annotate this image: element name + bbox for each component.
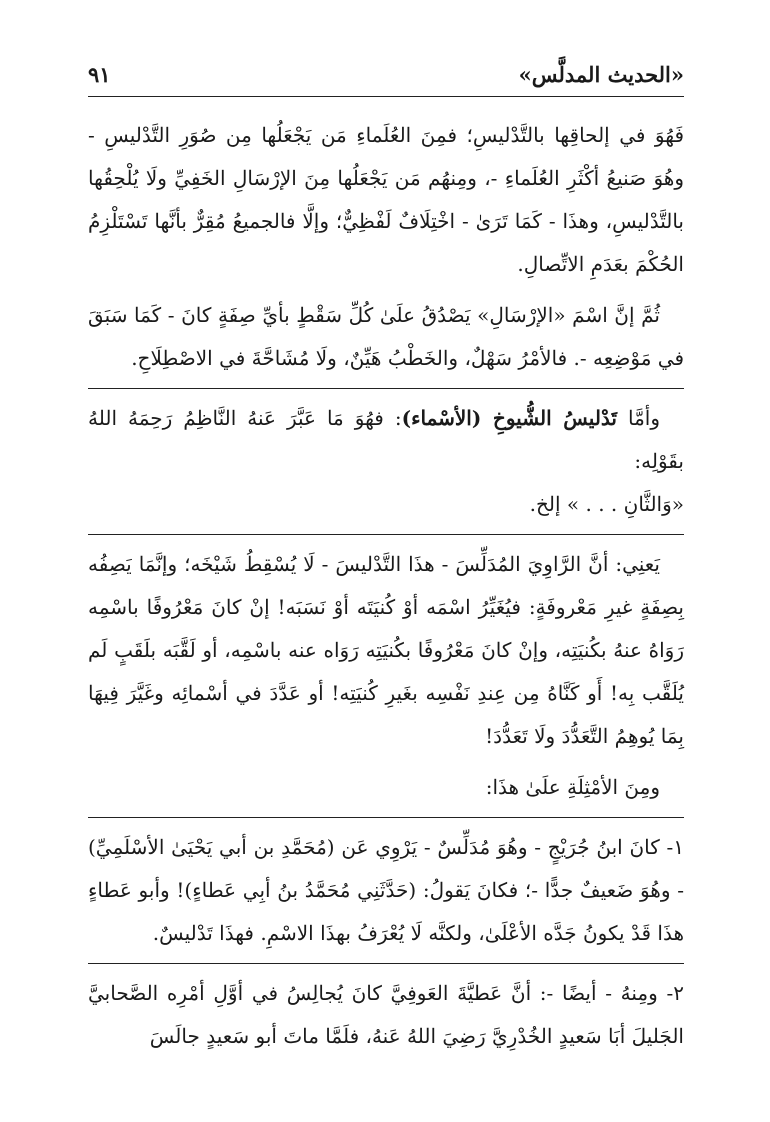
page-number: ٩١: [88, 62, 111, 87]
page-header: [88, 56, 684, 97]
example-item: ٢- ومِنهُ - أيضًا -: أنَّ عَطيَّةَ العَوفِيَّ كانَ يُجالِسُ في أوَّلِ أمْرِه الصَّحابيَّ الجَليلَ أبَا سَعيدٍ الخُدْرِيَّ رَضِيَ اللهُ عَنهُ، فلَمَّا ماتَ أبو سَعيدٍ جالَسَ: [88, 963, 684, 1058]
paragraph: ومِنَ الأمْثِلَةِ علَىٰ هذَا:: [485, 775, 660, 799]
heading-term: تَدْليسُ الشُّيوخِ (الأسْماء): [401, 406, 617, 430]
heading-lead: وأمَّا: [627, 406, 661, 430]
paragraph: يَعنِي: أنَّ الرَّاوِيَ المُدَلِّسَ - هذَا التَّدْليسَ - لَا يُسْقِطُ شَيْخَه؛ وإنَّمَا يَصِفُه بِصِفَةٍ غيرِ مَعْروفَةٍ: فيُغَيِّرُ اسْمَه أوْ كُنيَتَه أوْ نَسَبَه! إنْ كانَ مَعْرُوفًا باسْمِه رَوَاهُ عنهُ بكُنيَتِه، وإنْ كانَ مَعْرُوفًا بكُنيَتِه رَوَاه عنه باسْمِه، أو لَقَّبَه بلَقَبٍ لَم يُلَقَّب بِه! أَو كَنَّاهُ مِن عِندِ نَفْسِه بغَيرِ كُنيَتِه! أو عَدَّدَ في أسْمائِه وغَيَّرَ فِيهَا بِمَا يُوهِمُ التَّعَدُّدَ ولَا تَعَدُّدَ!: [88, 534, 684, 758]
section-heading: [88, 388, 684, 526]
verse-quote: «وَالثَّانِ . . . » إلخ.: [529, 492, 684, 516]
running-title: «الحديث المدلَّس»: [518, 62, 684, 87]
example-item: ١- كانَ ابنُ جُرَيْجٍ - وهُوَ مُدَلِّسٌ - يَرْوِي عَن (مُحَمَّدِ بن أبي يَحْيَىٰ الأسْلَمِيِّ) - وهُوَ ضَعيفٌ جدًّا -؛ فكانَ يَقولُ: (حَدَّثَنِي مُحَمَّدُ بنُ أبِي عَطاءٍ)! وأبو عَطاءٍ هذَا قَدْ يكونُ جَدَّه الأعْلَىٰ، ولكنَّه لَا يُعْرَفُ بهذَا الاسْمِ. فهذَا تَدْليسٌ.: [88, 817, 684, 955]
paragraph: فَهُوَ في إلحاقِها بالتَّدْليسِ؛ فمِنَ العُلَماءِ مَن يَجْعَلُها مِن صُوَرِ التَّدْليسِ - وهُوَ صَنيعُ أكْثَرِ العُلَماءِ -، ومِنهُم مَن يَجْعَلُها مِنَ الإرْسَالِ الخَفِيِّ ولَا يُلْحِقُها بالتَّدْليسِ، وهذَا - كَمَا تَرَىٰ - اخْتِلَافٌ لَفْظِيٌّ؛ وإلَّا فالجميعُ مُقِرٌّ بأنَّها تَسْتَلْزِمُ الحُكْمَ بعَدَمِ الاتِّصالِ.: [88, 123, 685, 276]
heading-rest: : فهُوَ مَا عَبَّرَ عَنهُ النَّاظِمُ رَحِمَهُ اللهُ بقَوْلِه:: [88, 406, 684, 473]
body-text: [88, 114, 684, 1066]
paragraph: ثُمَّ إنَّ اسْمَ «الإرْسَالِ» يَصْدُقُ علَىٰ كُلِّ سَقْطٍ بأيِّ صِفَةٍ كانَ - كَمَا سَبَقَ في مَوْضِعِه -. فالأمْرُ سَهْلٌ، والخَطْبُ هَيِّنٌ، ولَا مُشَاحَّةَ في الاصْطِلَاحِ.: [88, 303, 684, 370]
